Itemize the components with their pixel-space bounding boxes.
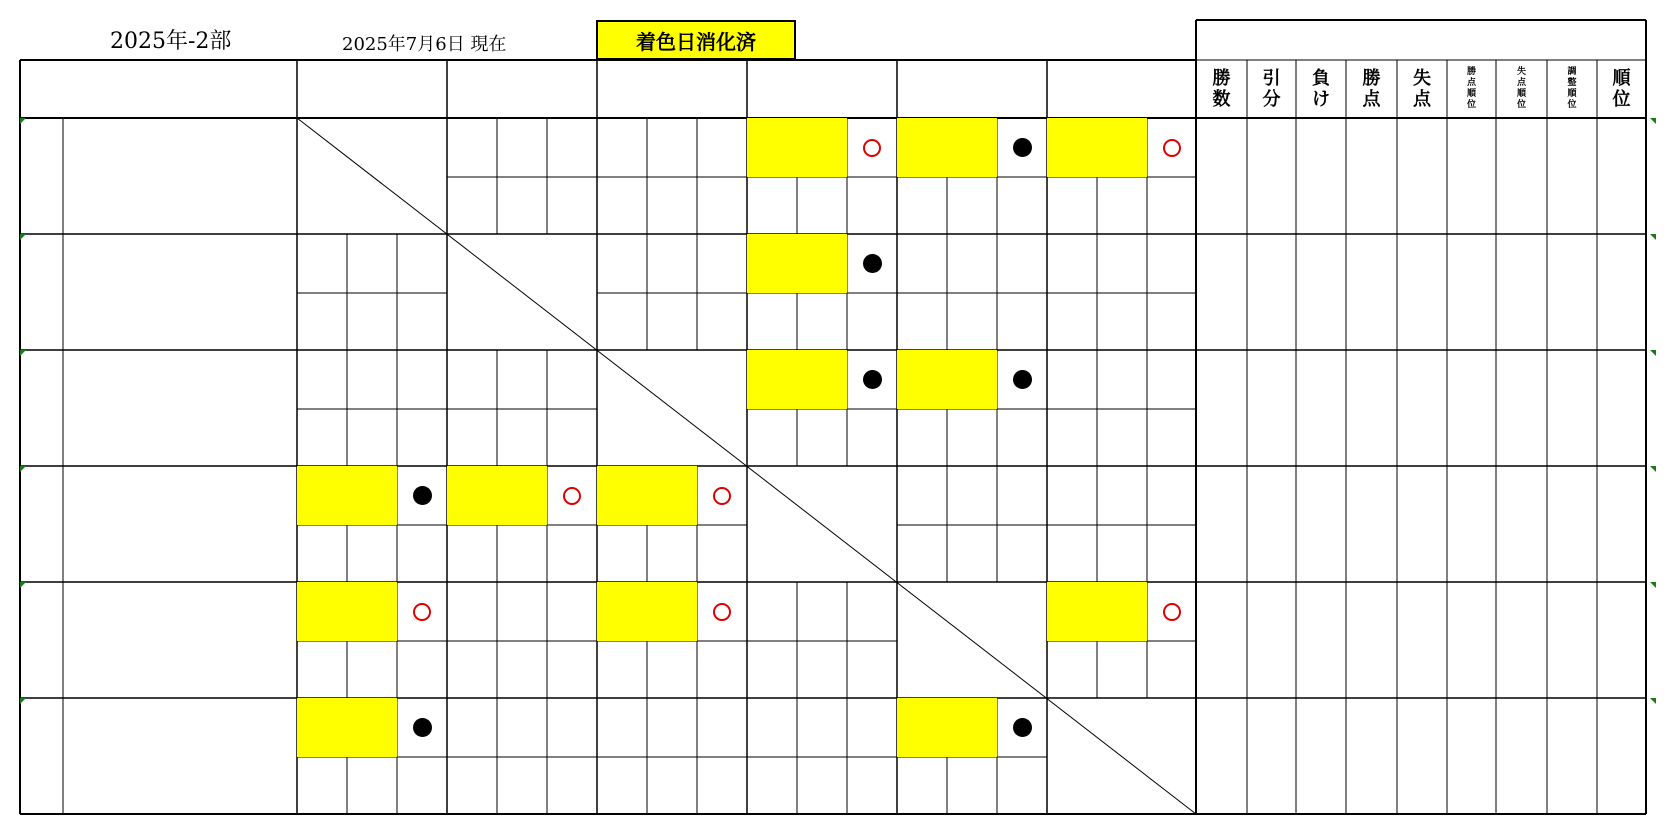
game-result <box>397 698 447 757</box>
opponent-header <box>597 60 747 118</box>
season-title: 2025年-2部 <box>110 29 232 54</box>
stat-conc-rank <box>1496 118 1547 234</box>
stat-adj-rank <box>1547 698 1597 814</box>
team-name <box>63 698 297 814</box>
game-number <box>897 118 947 177</box>
team-name <box>63 118 297 234</box>
game-date <box>497 466 547 525</box>
stat-pts-rank <box>1447 466 1496 582</box>
score-separator <box>797 177 847 234</box>
score-right <box>997 177 1047 234</box>
stat-wins <box>1196 466 1247 582</box>
score-left <box>447 757 497 814</box>
score-left <box>597 641 647 698</box>
team-name-header <box>20 60 297 118</box>
game-result <box>547 698 597 757</box>
game-number <box>1047 118 1097 177</box>
stat-header-label: 勝点順位 <box>1466 67 1476 110</box>
score-left <box>597 757 647 814</box>
stat-adj-rank <box>1547 118 1597 234</box>
game-number <box>297 350 347 409</box>
corner-mark <box>1650 234 1656 240</box>
score-right <box>397 525 447 582</box>
game-date <box>497 350 547 409</box>
score-separator <box>1097 177 1147 234</box>
game-date <box>947 466 997 525</box>
score-right <box>697 757 747 814</box>
score-left <box>897 757 947 814</box>
game-number <box>1047 466 1097 525</box>
team-name <box>63 466 297 582</box>
score-left <box>297 409 347 466</box>
score-right <box>547 409 597 466</box>
score-right <box>1147 525 1197 582</box>
game-result <box>547 118 597 177</box>
loss-mark <box>863 254 882 273</box>
stat-header-label: 負け <box>1312 68 1330 110</box>
score-separator <box>797 293 847 350</box>
stat-rank <box>1597 234 1646 350</box>
loss-mark <box>413 718 432 737</box>
score-left <box>897 409 947 466</box>
game-result <box>697 234 747 293</box>
game-number <box>747 350 797 409</box>
game-date <box>647 582 697 641</box>
team-name <box>63 350 297 466</box>
score-left <box>747 293 797 350</box>
stat-header <box>1346 60 1397 118</box>
corner-mark <box>1650 350 1656 356</box>
game-result <box>397 234 447 293</box>
stat-adj-rank <box>1547 582 1597 698</box>
score-right <box>397 757 447 814</box>
game-date <box>947 698 997 757</box>
score-left <box>1047 293 1097 350</box>
score-left <box>447 641 497 698</box>
team-number <box>20 118 63 234</box>
game-number <box>747 118 797 177</box>
score-right <box>997 525 1047 582</box>
score-separator <box>947 293 997 350</box>
score-separator <box>647 641 697 698</box>
stat-conceded <box>1397 350 1447 466</box>
game-result <box>847 582 897 641</box>
team-number <box>20 234 63 350</box>
stat-points <box>1346 118 1397 234</box>
stat-header-label: 引分 <box>1262 68 1281 110</box>
stat-header <box>1196 60 1247 118</box>
game-date <box>647 118 697 177</box>
stat-conc-rank <box>1496 698 1547 814</box>
score-separator <box>497 641 547 698</box>
game-number <box>747 234 797 293</box>
game-number <box>447 698 497 757</box>
stat-draws <box>1247 698 1296 814</box>
game-number <box>297 582 347 641</box>
score-right <box>1147 293 1197 350</box>
stat-wins <box>1196 698 1247 814</box>
game-result <box>547 350 597 409</box>
game-result <box>547 466 597 525</box>
stat-pts-rank <box>1447 234 1496 350</box>
score-separator <box>1097 525 1147 582</box>
score-separator <box>647 293 697 350</box>
score-right <box>847 757 897 814</box>
score-separator <box>497 525 547 582</box>
game-result <box>697 118 747 177</box>
stat-rank <box>1597 350 1646 466</box>
score-separator <box>797 641 847 698</box>
score-left <box>897 177 947 234</box>
score-right <box>547 641 597 698</box>
score-separator <box>497 409 547 466</box>
game-date <box>347 582 397 641</box>
stat-conc-rank <box>1496 350 1547 466</box>
score-left <box>747 757 797 814</box>
stat-header-label: 失点順位 <box>1516 67 1526 110</box>
stat-conceded <box>1397 466 1447 582</box>
stat-losses <box>1296 350 1346 466</box>
score-separator <box>347 409 397 466</box>
team-number <box>20 350 63 466</box>
stat-rank <box>1597 118 1646 234</box>
game-result <box>1147 582 1197 641</box>
game-result <box>697 698 747 757</box>
loss-mark <box>1013 718 1032 737</box>
score-separator <box>647 177 697 234</box>
game-date <box>947 118 997 177</box>
stat-conceded <box>1397 118 1447 234</box>
score-right <box>697 293 747 350</box>
game-number <box>1047 234 1097 293</box>
team-number <box>20 582 63 698</box>
score-right <box>697 525 747 582</box>
game-result <box>847 118 897 177</box>
score-left <box>297 757 347 814</box>
score-right <box>697 177 747 234</box>
game-result <box>697 466 747 525</box>
team-name <box>63 582 297 698</box>
score-left <box>747 177 797 234</box>
loss-mark <box>863 370 882 389</box>
game-date <box>347 234 397 293</box>
score-separator <box>797 757 847 814</box>
score-separator <box>947 177 997 234</box>
game-number <box>297 698 347 757</box>
score-left <box>747 409 797 466</box>
game-date <box>1097 582 1147 641</box>
stat-conc-rank <box>1496 582 1547 698</box>
loss-mark <box>1013 138 1032 157</box>
stat-losses <box>1296 118 1346 234</box>
stat-wins <box>1196 118 1247 234</box>
stat-rank <box>1597 582 1646 698</box>
game-number <box>597 234 647 293</box>
score-right <box>1147 409 1197 466</box>
score-separator <box>347 641 397 698</box>
game-date <box>1097 234 1147 293</box>
game-result <box>997 234 1047 293</box>
score-separator <box>1097 409 1147 466</box>
annual-results-header <box>1196 20 1646 60</box>
as-of-date: 2025年7月6日 現在 <box>342 34 507 55</box>
stat-pts-rank <box>1447 698 1496 814</box>
game-date <box>797 582 847 641</box>
opponent-header <box>1047 60 1197 118</box>
score-left <box>1047 409 1097 466</box>
game-date <box>497 118 547 177</box>
game-result <box>997 466 1047 525</box>
score-left <box>597 293 647 350</box>
stat-header-label: 勝点 <box>1362 68 1381 110</box>
stat-header-label: 順位 <box>1612 68 1631 110</box>
game-number <box>1047 350 1097 409</box>
score-left <box>297 293 347 350</box>
stat-header <box>1597 60 1646 118</box>
corner-mark <box>1650 118 1656 124</box>
score-right <box>697 641 747 698</box>
score-left <box>1047 641 1097 698</box>
stat-header-label: 失点 <box>1413 68 1431 110</box>
score-right <box>997 757 1047 814</box>
corner-mark <box>1650 466 1656 472</box>
stat-pts-rank <box>1447 350 1496 466</box>
game-result <box>547 582 597 641</box>
score-left <box>597 177 647 234</box>
win-mark <box>563 487 581 505</box>
stat-header <box>1296 60 1346 118</box>
loss-mark <box>1013 370 1032 389</box>
game-number <box>447 582 497 641</box>
game-date <box>647 234 697 293</box>
game-date <box>497 698 547 757</box>
stat-draws <box>1247 234 1296 350</box>
game-date <box>797 698 847 757</box>
game-result <box>997 350 1047 409</box>
stat-draws <box>1247 350 1296 466</box>
game-result <box>1147 350 1197 409</box>
game-result <box>847 698 897 757</box>
game-number <box>447 118 497 177</box>
game-result <box>1147 466 1197 525</box>
stat-header <box>1496 60 1547 118</box>
stat-pts-rank <box>1447 118 1496 234</box>
legend-label: 着色日消化済 <box>636 29 756 54</box>
score-left <box>297 641 347 698</box>
opponent-header <box>447 60 597 118</box>
stat-draws <box>1247 582 1296 698</box>
stat-wins <box>1196 350 1247 466</box>
score-right <box>847 177 897 234</box>
game-number <box>297 466 347 525</box>
game-number <box>447 350 497 409</box>
game-number <box>597 698 647 757</box>
score-left <box>897 293 947 350</box>
game-date <box>947 350 997 409</box>
game-number <box>597 118 647 177</box>
game-date <box>497 582 547 641</box>
game-number <box>747 698 797 757</box>
score-separator <box>647 757 697 814</box>
stat-header <box>1447 60 1496 118</box>
game-number <box>597 582 647 641</box>
stat-draws <box>1247 466 1296 582</box>
score-right <box>847 293 897 350</box>
game-date <box>347 466 397 525</box>
score-right <box>547 757 597 814</box>
stat-header <box>1397 60 1447 118</box>
game-result <box>1147 118 1197 177</box>
game-result <box>397 350 447 409</box>
stat-conceded <box>1397 234 1447 350</box>
stat-wins <box>1196 234 1247 350</box>
team-number <box>20 466 63 582</box>
stat-conceded <box>1397 698 1447 814</box>
game-number <box>897 466 947 525</box>
loss-mark <box>413 486 432 505</box>
game-number <box>1047 582 1097 641</box>
score-right <box>547 525 597 582</box>
stat-losses <box>1296 582 1346 698</box>
stat-points <box>1346 234 1397 350</box>
corner-mark <box>1650 698 1656 704</box>
game-result <box>397 466 447 525</box>
game-number <box>597 466 647 525</box>
opponent-header <box>747 60 897 118</box>
game-result <box>997 698 1047 757</box>
score-separator <box>1097 293 1147 350</box>
score-left <box>1047 177 1097 234</box>
score-right <box>547 177 597 234</box>
score-left <box>1047 525 1097 582</box>
score-left <box>447 409 497 466</box>
win-mark <box>1163 603 1181 621</box>
score-left <box>447 525 497 582</box>
stat-points <box>1346 350 1397 466</box>
stat-draws <box>1247 118 1296 234</box>
corner-mark <box>1650 582 1656 588</box>
stat-conceded <box>1397 582 1447 698</box>
stat-wins <box>1196 582 1247 698</box>
stat-rank <box>1597 698 1646 814</box>
score-right <box>1147 641 1197 698</box>
score-separator <box>347 293 397 350</box>
score-left <box>447 177 497 234</box>
win-mark <box>713 487 731 505</box>
game-date <box>797 234 847 293</box>
stat-points <box>1346 582 1397 698</box>
stat-points <box>1346 466 1397 582</box>
game-number <box>897 698 947 757</box>
stat-adj-rank <box>1547 350 1597 466</box>
game-result <box>847 350 897 409</box>
score-right <box>847 409 897 466</box>
opponent-header <box>897 60 1047 118</box>
game-result <box>847 234 897 293</box>
game-date <box>1097 118 1147 177</box>
game-date <box>947 234 997 293</box>
team-name <box>63 234 297 350</box>
score-left <box>747 641 797 698</box>
score-right <box>847 641 897 698</box>
game-result <box>1147 234 1197 293</box>
score-right <box>397 293 447 350</box>
opponent-header <box>297 60 447 118</box>
stat-header <box>1547 60 1597 118</box>
game-result <box>997 118 1047 177</box>
game-result <box>697 582 747 641</box>
game-number <box>747 582 797 641</box>
score-separator <box>947 409 997 466</box>
game-date <box>1097 466 1147 525</box>
stat-conc-rank <box>1496 466 1547 582</box>
game-number <box>897 234 947 293</box>
score-right <box>397 409 447 466</box>
score-left <box>897 525 947 582</box>
score-separator <box>497 177 547 234</box>
win-mark <box>1163 139 1181 157</box>
stat-points <box>1346 698 1397 814</box>
win-mark <box>713 603 731 621</box>
game-date <box>647 698 697 757</box>
score-separator <box>497 757 547 814</box>
game-number <box>297 234 347 293</box>
stat-adj-rank <box>1547 234 1597 350</box>
stat-header-label: 勝数 <box>1212 68 1231 110</box>
game-date <box>1097 350 1147 409</box>
game-date <box>647 466 697 525</box>
score-right <box>997 409 1047 466</box>
game-number <box>447 466 497 525</box>
game-date <box>347 350 397 409</box>
stat-header-label: 調整順位 <box>1567 67 1577 110</box>
game-result <box>397 582 447 641</box>
score-separator <box>797 409 847 466</box>
team-number <box>20 698 63 814</box>
stat-adj-rank <box>1547 466 1597 582</box>
win-mark <box>413 603 431 621</box>
game-date <box>797 350 847 409</box>
game-number <box>897 350 947 409</box>
score-separator <box>947 525 997 582</box>
stat-losses <box>1296 234 1346 350</box>
score-separator <box>347 757 397 814</box>
score-separator <box>347 525 397 582</box>
score-left <box>297 525 347 582</box>
win-mark <box>863 139 881 157</box>
stat-losses <box>1296 466 1346 582</box>
stat-pts-rank <box>1447 582 1496 698</box>
stat-rank <box>1597 466 1646 582</box>
stat-losses <box>1296 698 1346 814</box>
score-right <box>397 641 447 698</box>
score-separator <box>947 757 997 814</box>
score-right <box>997 293 1047 350</box>
score-separator <box>1097 641 1147 698</box>
game-date <box>347 698 397 757</box>
score-separator <box>647 525 697 582</box>
stat-conc-rank <box>1496 234 1547 350</box>
game-date <box>797 118 847 177</box>
stat-header <box>1247 60 1296 118</box>
score-left <box>597 525 647 582</box>
score-right <box>1147 177 1197 234</box>
